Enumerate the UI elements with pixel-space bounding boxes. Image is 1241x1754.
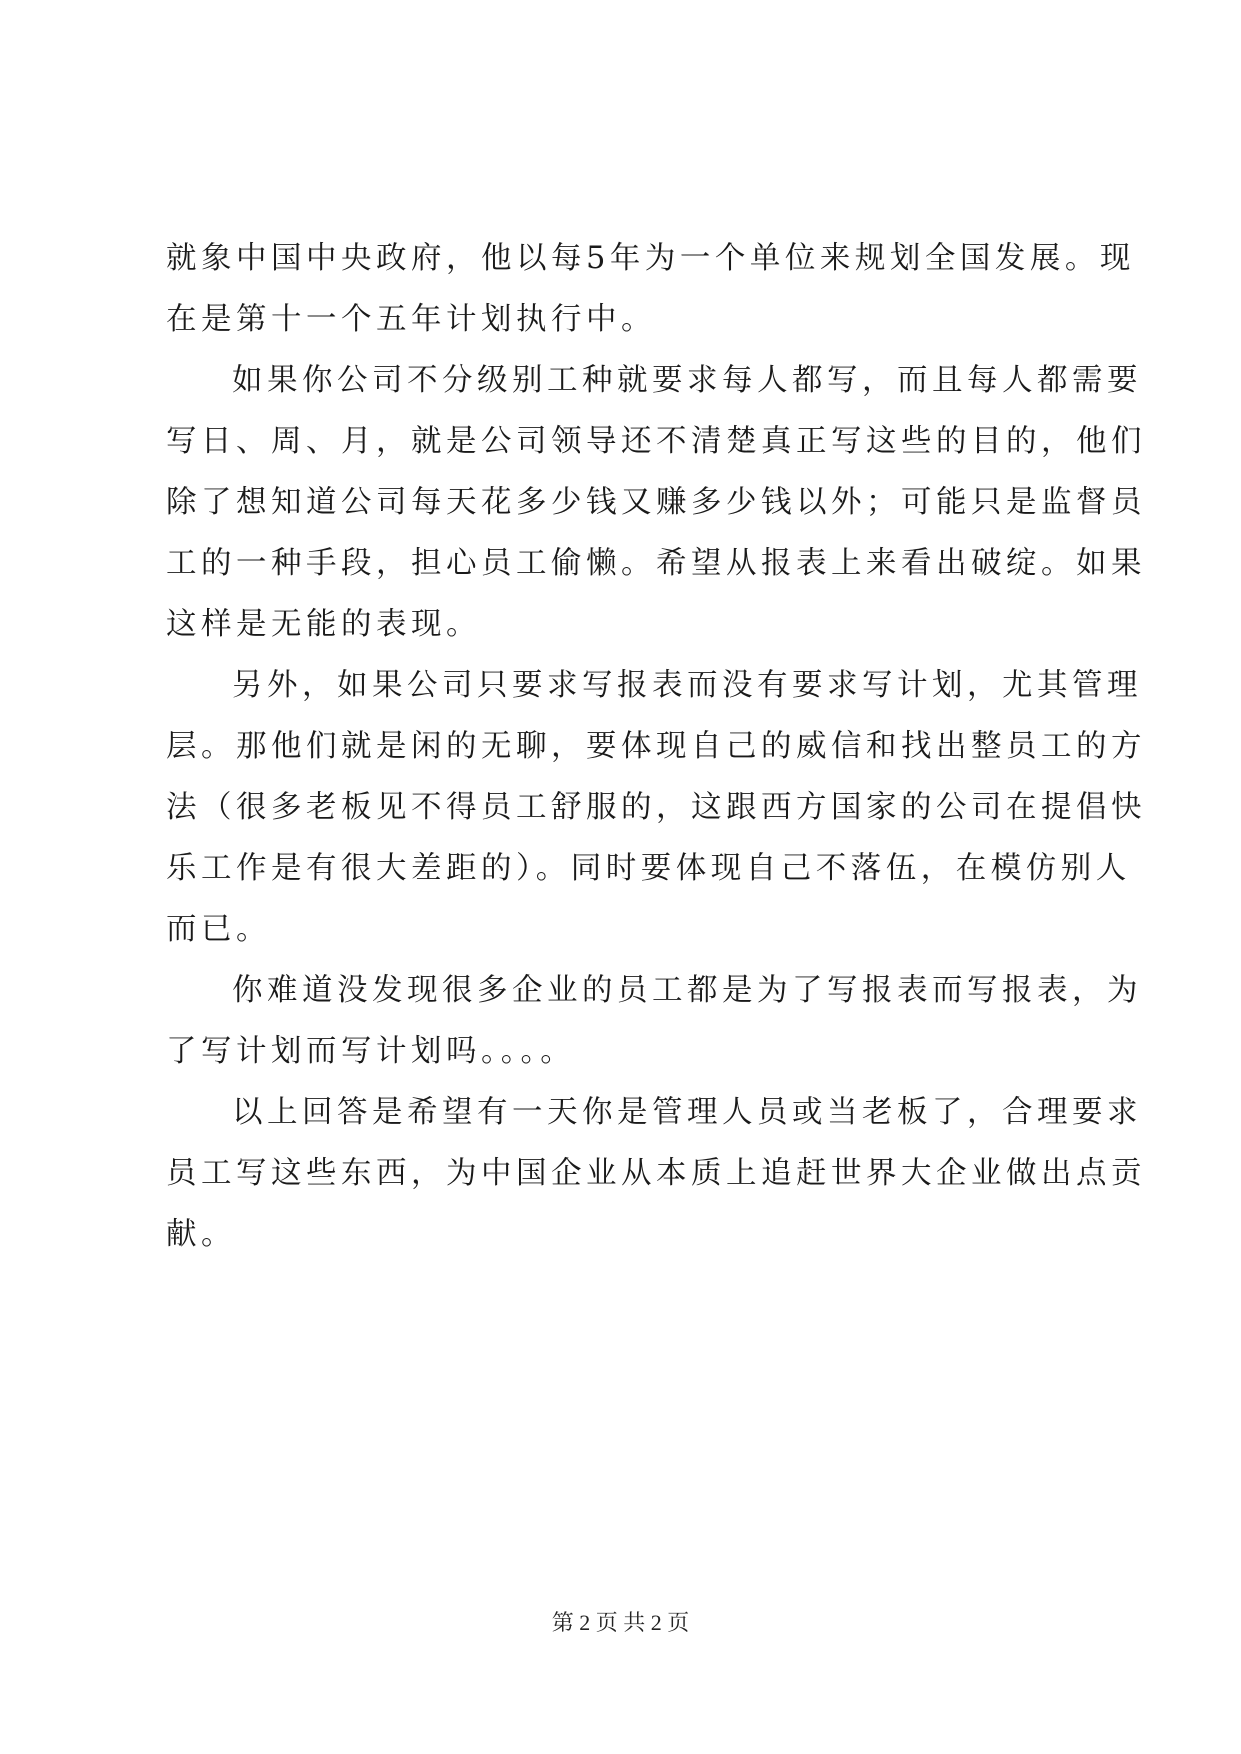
paragraph-first-line: 你难道没发现很多企业的员工都是为了写报表而写报表，为 xyxy=(232,973,1142,1008)
paragraph-line: 了写计划而写计划吗。。。。 xyxy=(166,1034,576,1069)
page-number-footer: 第 2 页 共 2 页 xyxy=(551,1610,690,1635)
paragraph-line: 层。那他们就是闲的无聊，要体现自己的威信和找出整员工的方 xyxy=(166,729,1146,764)
document-body xyxy=(166,228,1146,1265)
paragraph-line: 工的一种手段，担心员工偷懒。希望从报表上来看出破绽。如果 xyxy=(166,546,1146,581)
paragraph-line: 员工写这些东西，为中国企业从本质上追赶世界大企业做出点贡 xyxy=(166,1156,1146,1191)
paragraph-first-line: 如果你公司不分级别工种就要求每人都写，而且每人都需要 xyxy=(232,363,1142,398)
paragraph-line: 献。 xyxy=(166,1217,236,1252)
paragraph-line: 乐工作是有很大差距的）。同时要体现自己不落伍，在模仿别人 xyxy=(166,851,1131,886)
paragraph-first-line: 以上回答是希望有一天你是管理人员或当老板了，合理要求 xyxy=(232,1095,1142,1130)
paragraph-line: 写日、周、月，就是公司领导还不清楚真正写这些的目的，他们 xyxy=(166,424,1146,459)
paragraph-line: 而已。 xyxy=(166,912,271,947)
paragraph-line: 在是第十一个五年计划执行中。 xyxy=(166,302,656,337)
paragraph-first-line: 另外，如果公司只要求写报表而没有要求写计划，尤其管理 xyxy=(232,668,1142,703)
paragraph-line: 除了想知道公司每天花多少钱又赚多少钱以外；可能只是监督员 xyxy=(166,485,1146,520)
paragraph-line: 就象中国中央政府，他以每5年为一个单位来规划全国发展。现 xyxy=(166,241,1135,276)
paragraph-line: 这样是无能的表现。 xyxy=(166,607,481,642)
paragraph-line: 法（很多老板见不得员工舒服的，这跟西方国家的公司在提倡快 xyxy=(166,790,1146,825)
